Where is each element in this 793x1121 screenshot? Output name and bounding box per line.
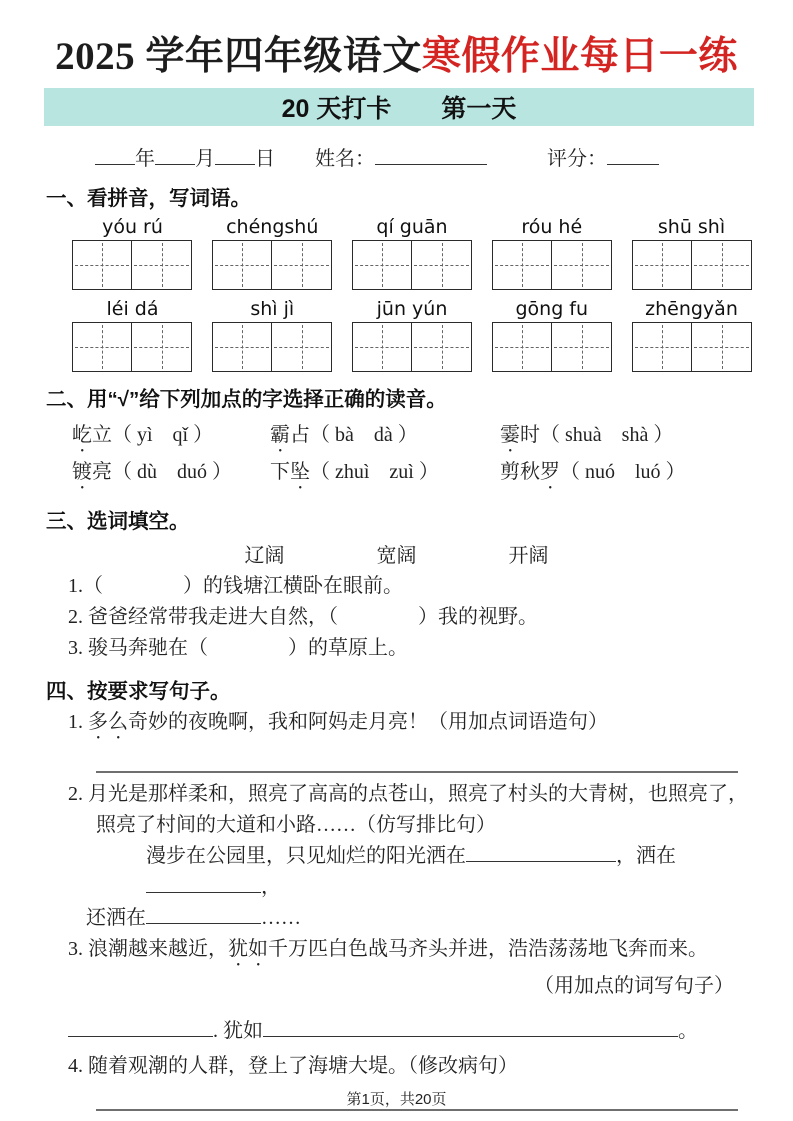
section2-heading: 二、用“√”给下列加点的字选择正确的读音。 [46,387,447,411]
fill-item: 3. 骏马奔驰在（ ）的草原上。 [68,636,408,659]
writing-box [492,322,612,372]
page-footer: 第1页，共20页 [346,1091,447,1108]
pinyin-label: yóu rú [102,215,163,238]
fill-blank [68,1017,213,1037]
word-pre: 剪秋 [500,460,540,483]
month-label: 月 [195,147,215,170]
pinyin-label: chéngshú [226,215,319,238]
item-text: 浪潮越来越近， [88,937,228,960]
writing-cell [692,322,752,372]
sentence-item-3 [68,934,748,971]
word-emph: 霸 [270,423,290,446]
writing-box [632,322,752,372]
writing-cell [412,240,472,290]
writing-box-row-2 [72,322,752,372]
answer-text: . 犹如 [213,1019,263,1042]
writing-box [352,322,472,372]
fill-blank [466,842,616,862]
score-blank [607,144,659,165]
sub-text: 还洒在 [86,906,146,929]
sentence-item-4 [68,1051,748,1082]
date-line [95,142,793,171]
word-bank-item: 宽阔 [376,544,417,567]
sentence-item-2 [68,779,748,841]
writing-cell [632,240,692,290]
title-black-part: 2025 学年四年级语文 [55,35,422,78]
month-blank [155,144,195,165]
item-text: 千万匹白色战马齐头并进，浩浩荡荡地飞奔而来。 [268,937,708,960]
writing-box-row-1 [72,240,752,290]
writing-box [352,240,472,290]
word-rest: 时（ shuà shà ） [520,423,674,446]
sentence-item-5 [68,1117,748,1121]
section3-items [68,571,748,664]
sub-text: 漫步在公园里，只见灿烂的阳光洒在 [146,844,466,867]
fill-blank [146,873,261,893]
pinyin-label: róu hé [521,215,583,238]
writing-cell [132,240,192,290]
item-text: 随着观潮的人群，登上了海塘大堤。（修改病句） [88,1054,518,1077]
word-emph: 镀 [72,460,92,483]
item-number: 4. [68,1054,88,1077]
sentence-item-1 [68,707,748,744]
sentence-item-2-sub2 [68,903,748,934]
pron-item [500,420,793,457]
pinyin-label: qí guān [376,215,448,238]
section1-heading: 一、看拼音，写词语。 [46,186,251,210]
item-number: 1. [68,710,88,733]
year-label: 年 [135,147,155,170]
word-rest: 立（ yì qǐ ） [92,423,214,446]
pron-item [72,457,270,494]
pinyin-label: zhēngyǎn [645,297,738,320]
writing-box [632,240,752,290]
day-label: 日 [255,147,275,170]
writing-cell [632,322,692,372]
pinyin-row-2 [72,298,752,320]
word-rest: （ zhuì zuì ） [310,460,439,483]
fill-blank [146,904,261,924]
writing-box [72,240,192,290]
section4-heading: 四、按要求写句子。 [46,679,231,703]
writing-cell [492,240,552,290]
name-label: 姓名： [315,147,375,170]
pinyin-row-1 [72,216,752,238]
word-rest: （ nuó luó ） [560,460,686,483]
fill-item: 2. 爸爸经常带我走进大自然，（ ）我的视野。 [68,605,538,628]
word-rest: 占（ bà dà ） [290,423,418,446]
title-red-part: 寒假作业每日一练 [421,35,738,78]
pinyin-label: léi dá [106,297,159,320]
item-text: 月光是那样柔和，照亮了高高的点苍山，照亮了村头的大青树，也照亮了，照亮了村间的大道和小路……（仿写排比句） [88,782,748,836]
writing-box [212,240,332,290]
score-label: 评分： [547,147,607,170]
word-emph: 霎 [500,423,520,446]
section3-heading: 三、选词填空。 [46,509,190,533]
writing-cell [72,240,132,290]
word-pre: 下 [270,460,290,483]
year-blank [95,144,135,165]
pinyin-label: jūn yún [376,297,448,320]
writing-cell [72,322,132,372]
item-number: 2. [68,782,88,805]
word-bank-item: 开阔 [508,544,549,567]
pron-item [270,420,500,457]
word-emph: 罗 [540,460,560,483]
word-emph: 屹 [72,423,92,446]
writing-cell [552,240,612,290]
word-rest: 亮（ dù duó ） [92,460,232,483]
writing-cell [212,322,272,372]
item-number: 3. [68,937,88,960]
writing-box [212,322,332,372]
writing-cell [212,240,272,290]
sub-text: …… [261,906,301,929]
word-emph: 坠 [290,460,310,483]
writing-cell [552,322,612,372]
emph-words: 犹如 [228,937,268,960]
sentence-item-2-sub1 [68,841,748,903]
writing-cell [692,240,752,290]
pron-item [72,420,270,457]
writing-cell [272,322,332,372]
sub-text: ， [261,875,281,898]
pinyin-label: shū shì [657,215,726,238]
item-3-note: （用加点的词写句子） [534,974,734,997]
item-3-answer-row [68,1016,748,1047]
section4-items [68,707,748,1121]
answer-line [96,771,738,773]
sub-text: ，洒在 [616,844,676,867]
fill-blank [263,1017,678,1037]
writing-cell [352,240,412,290]
pinyin-label: shì jì [250,297,295,320]
day-blank [215,144,255,165]
answer-line [96,1109,738,1111]
writing-box [72,322,192,372]
writing-cell [132,322,192,372]
writing-cell [412,322,472,372]
word-bank-item: 辽阔 [244,544,285,567]
banner-text: 20 天打卡 第一天 [281,94,517,123]
page-title [10,34,783,81]
word-bank [0,539,793,568]
pinyin-label: gōng fu [515,297,589,320]
name-blank [375,144,487,165]
writing-cell [352,322,412,372]
day-banner [44,88,754,126]
pron-item [500,457,793,494]
fill-item: 1.（ ）的钱塘江横卧在眼前。 [68,574,403,597]
pron-item [270,457,500,494]
emph-words: 多么 [88,710,128,733]
answer-text: 。 [678,1019,698,1042]
item-text: 奇妙的夜晚啊，我和阿妈走月亮！（用加点词语造句） [128,710,608,733]
writing-cell [492,322,552,372]
writing-cell [272,240,332,290]
writing-box [492,240,612,290]
pronunciation-grid [72,420,793,494]
